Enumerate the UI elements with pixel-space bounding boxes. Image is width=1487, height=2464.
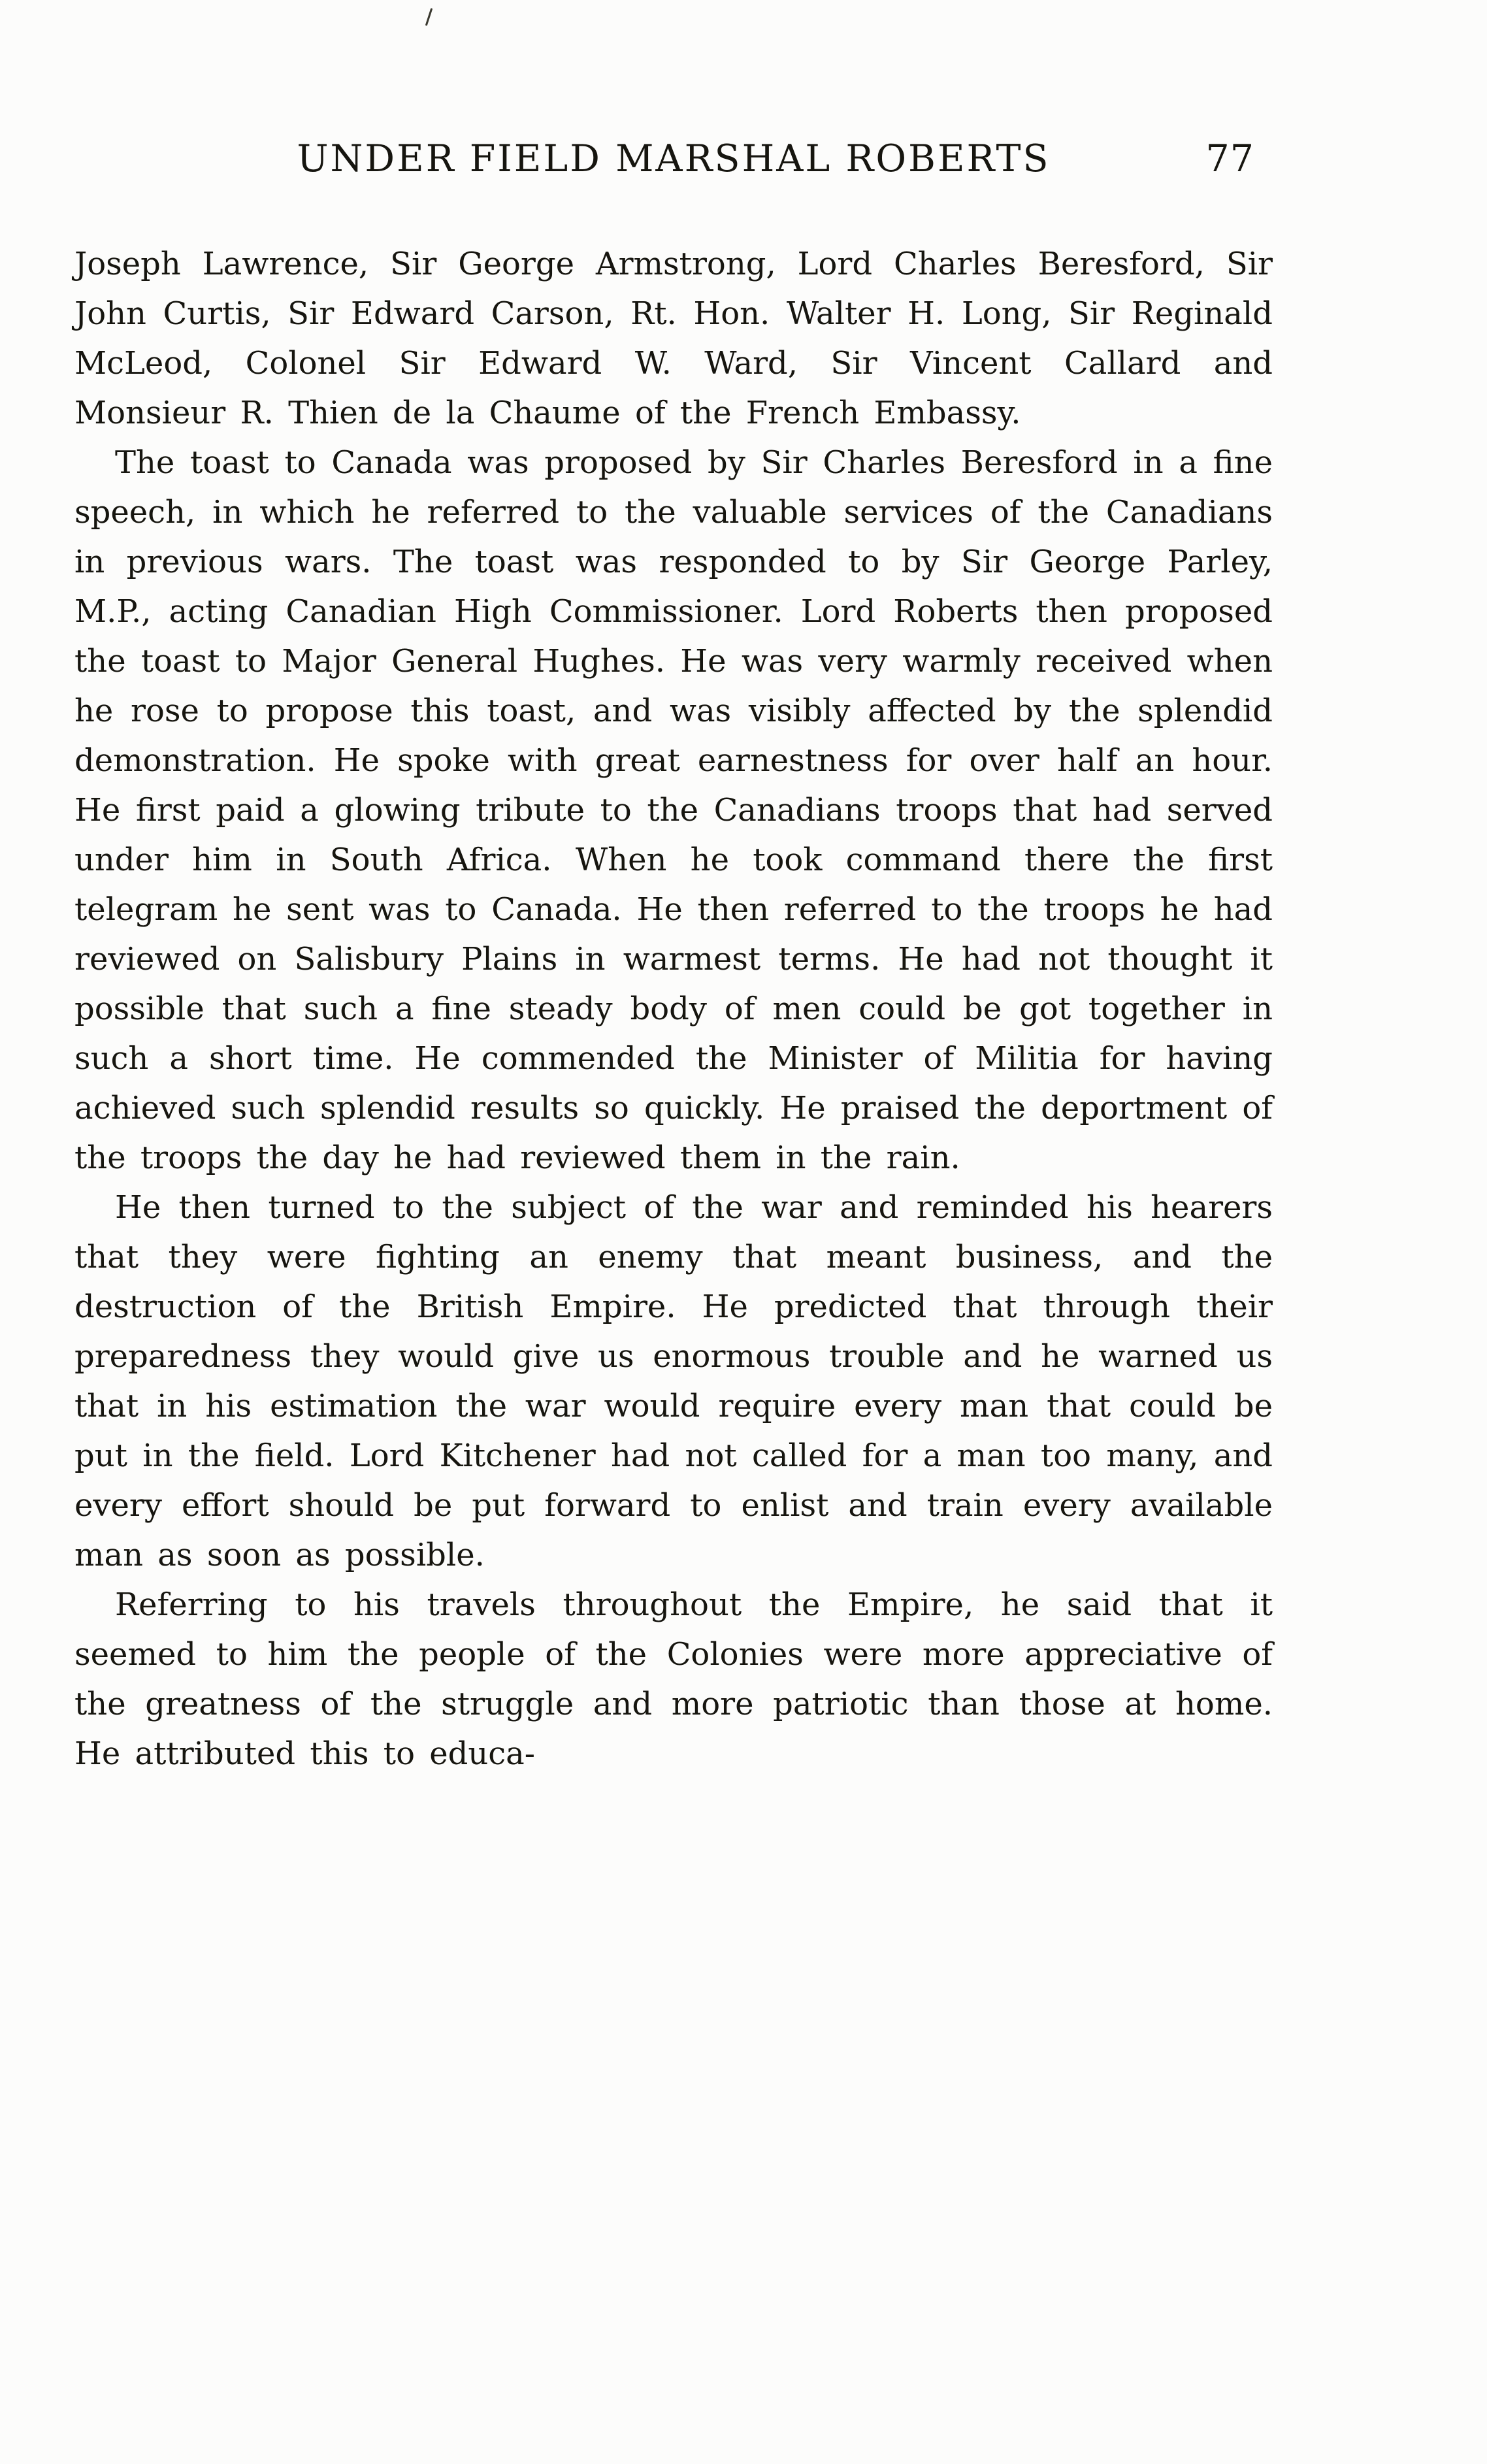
chapter-title: UNDER FIELD MARSHAL ROBERTS [297, 137, 1051, 180]
paragraph: He then turned to the subject of the war and reminded his hearers that they were fighting an enemy that meant business, and the destruction of the British Empire. He predicted that through their preparedness they would give us enormous trouble and he warned us that in his estimation the war would require every man that could be put in the field. Lord Kitchener had not called for a man too many, and every effort should be put forward to enlist and train every available man as soon as possible. [74, 1189, 1273, 1573]
paragraph: Referring to his travels throughout the Empire, he said that it seemed to him the people of the Colonies were more appreciative of the greatness of the struggle and more patriotic than those at home. He attributed this to educa- [74, 1586, 1273, 1772]
paragraph: Joseph Lawrence, Sir George Armstrong, Lord Charles Beresford, Sir John Curtis, Sir Edward Carson, Rt. Hon. Walter H. Long, Sir Reginald McLeod, Colonel Sir Edward W. Ward, Sir Vincent Callard and Monsieur R. Thien de la Chaume of the French Embassy. [74, 246, 1273, 431]
page-number: 77 [1205, 137, 1254, 180]
running-header [74, 136, 1273, 182]
paragraph: The toast to Canada was proposed by Sir Charles Beresford in a fine speech, in which he referred to the valuable services of the Canadians in previous wars. The toast was responded to by Sir George Parley, M.P., acting Canadian High Commissioner. Lord Roberts then proposed the toast to Major General Hughes. He was very warmly received when he rose to propose this toast, and was visibly affected by the splendid demonstration. He spoke with great earnestness for over half an hour. He first paid a glowing tribute to the Canadians troops that had served under him in South Africa. When he took command there the first telegram he sent was to Canada. He then referred to the troops he had reviewed on Salisbury Plains in warmest terms. He had not thought it possible that such a fine steady body of men could be got together in such a short time. He commended the Minister of Militia for having achieved such splendid results so quickly. He praised the deportment of the troops the day he had reviewed them in the rain. [74, 444, 1273, 1176]
book-page [74, 0, 1273, 1779]
page-text [74, 239, 1273, 1779]
